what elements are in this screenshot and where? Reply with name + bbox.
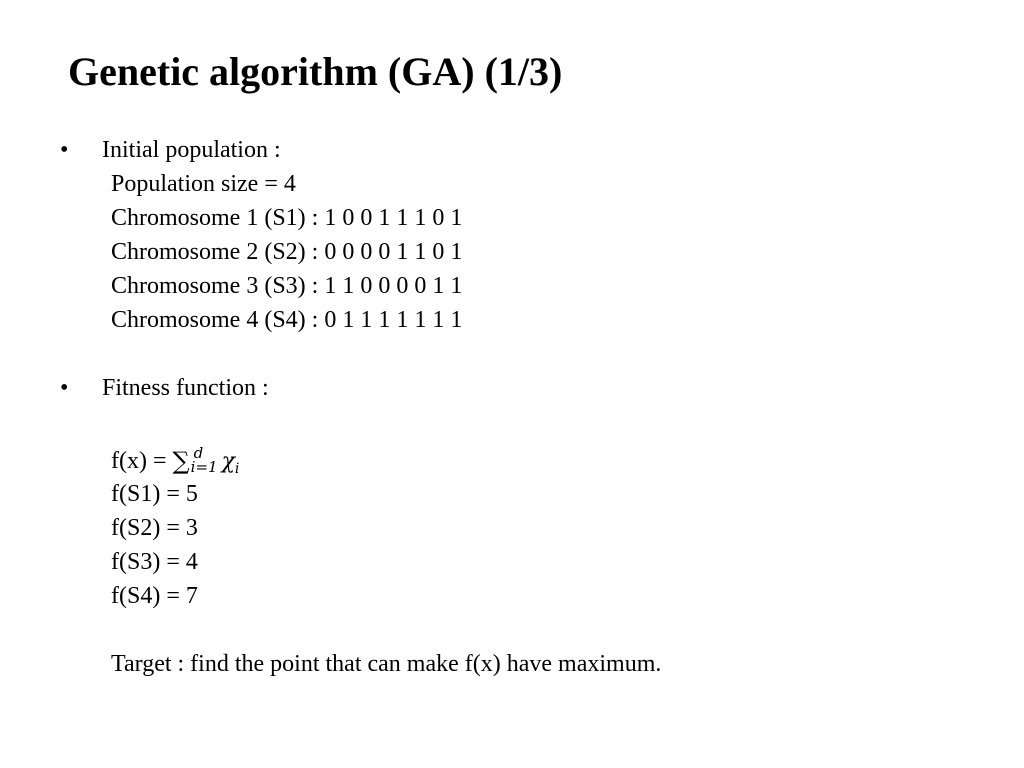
chromosome-line: Chromosome 3 (S3) : 1 1 0 0 0 0 1 1 [111, 273, 463, 299]
fitness-formula [111, 443, 239, 481]
fitness-value-line: f(S4) = 7 [111, 583, 198, 609]
chromosome-line: Chromosome 2 (S2) : 0 0 0 0 1 1 0 1 [111, 239, 463, 265]
bullet-heading: Fitness function : [102, 375, 269, 401]
bullet-fitness-function [56, 371, 269, 405]
bullet-initial-population [56, 133, 281, 167]
formula-lhs: f(x) = [111, 448, 173, 474]
population-size-line: Population size = 4 [111, 171, 296, 197]
sigma-symbol: ∑ [172, 447, 190, 475]
bullet-icon: • [60, 137, 69, 163]
bullet-icon: • [60, 375, 69, 401]
slide-title: Genetic algorithm (GA) (1/3) [68, 49, 563, 94]
sum-lower-limit: i=1 [190, 458, 218, 477]
chi-subscript: i [234, 461, 240, 477]
sum-limits [190, 444, 218, 477]
target-line: Target : find the point that can make f(x) have maximum. [111, 651, 662, 677]
chromosome-line: Chromosome 1 (S1) : 1 0 0 1 1 1 0 1 [111, 205, 463, 231]
chi-symbol: χ [221, 449, 235, 474]
fitness-value-line: f(S2) = 3 [111, 515, 198, 541]
sum-upper-limit: d [193, 444, 204, 463]
fitness-value-line: f(S3) = 4 [111, 549, 198, 575]
fitness-value-line: f(S1) = 5 [111, 481, 198, 507]
chromosome-line: Chromosome 4 (S4) : 0 1 1 1 1 1 1 1 [111, 307, 463, 333]
bullet-heading: Initial population : [102, 137, 281, 163]
